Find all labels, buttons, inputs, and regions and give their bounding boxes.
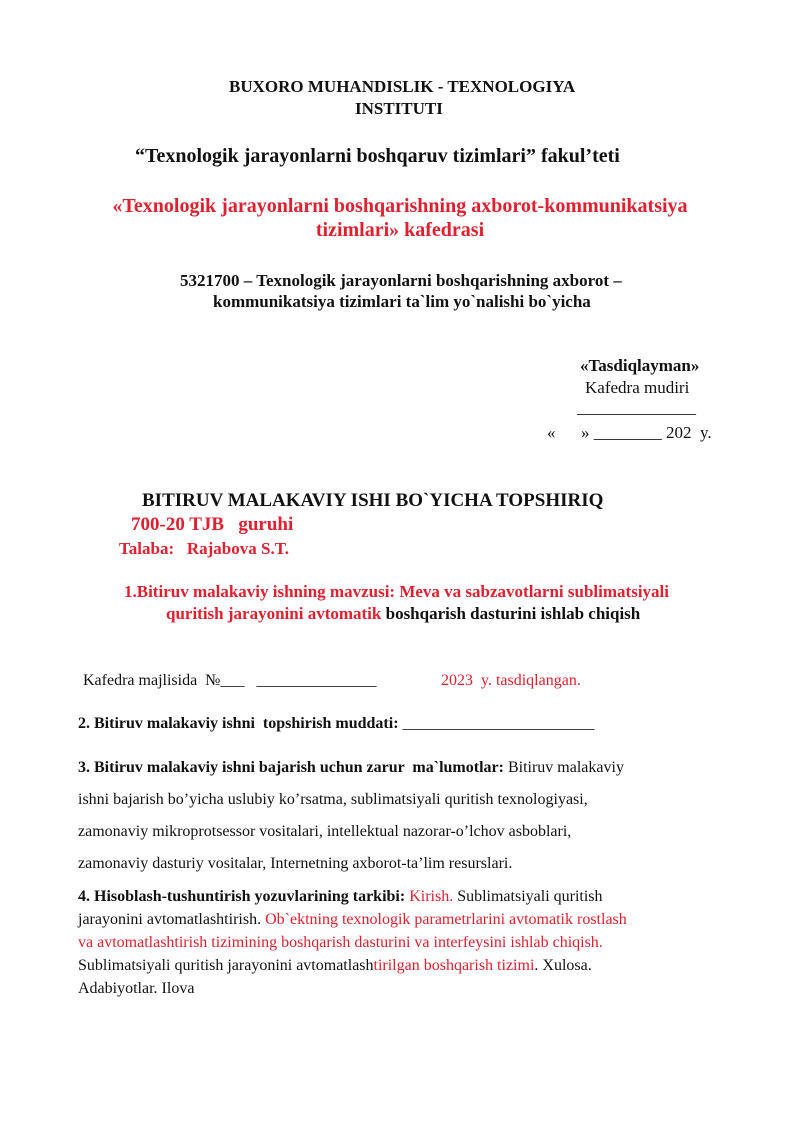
- required-data-line3: zamonaviy mikroprotsessor vositalari, intellektual nazorar-o’lchov asboblari,: [78, 823, 572, 840]
- contents-line1-rest: Sublimatsiyali quritish: [453, 888, 603, 905]
- department-title-line2: tizimlari» kafedrasi: [315, 219, 485, 241]
- contents-kirish: Kirish.: [409, 888, 454, 905]
- signature-line: ______________: [577, 398, 696, 417]
- group-label: 700-20 TJB guruhi: [131, 514, 294, 535]
- specialty-line2: kommunikatsiya tizimlari ta`lim yo`nalishi bo`yicha: [213, 292, 591, 311]
- required-data-text: Bitiruv malakaviy: [507, 759, 624, 776]
- contents-line4-red: tirilgan boshqarish tizimi: [373, 957, 535, 974]
- topic-line2: [166, 604, 640, 624]
- contents-line3: va avtomatlashtirish tizimining boshqarish dasturini va interfeysini ishlab chiqish.: [78, 934, 603, 951]
- required-data-line4: zamonaviy dasturiy vositalar, Internetning axborot-ta’lim resurslari.: [78, 855, 513, 872]
- topic-line2-rest: boshqarish dasturini ishlab chiqish: [381, 604, 641, 623]
- required-data-line1: [78, 759, 624, 777]
- topic-line2-highlight: quritish jarayonini avtomatik: [166, 604, 382, 623]
- institute-name-line1: BUXORO MUHANDISLIK - TEXNOLOGIYA: [229, 77, 576, 96]
- department-title-line1: «Texnologik jarayonlarni boshqarishning axborot-kommunikatsiya: [112, 195, 688, 217]
- required-data-label: 3. Bitiruv malakaviy ishni bajarish uchun zarur ma`lumotlar:: [78, 759, 508, 776]
- faculty-title: “Texnologik jarayonlarni boshqaruv tizimlari” fakul’teti: [135, 145, 620, 167]
- meeting-year: 2023 y. tasdiqlangan.: [441, 672, 581, 689]
- approval-title: «Tasdiqlayman»: [580, 356, 700, 375]
- contents-line4: [78, 957, 592, 975]
- contents-line2-red: Ob`ektning texnologik parametrlarini avtomatik rostlash: [265, 911, 627, 928]
- contents-line2-black: jarayonini avtomatlashtirish.: [78, 911, 266, 928]
- approval-date-line: « » ________ 202 y.: [547, 423, 712, 442]
- contents-line5: Adabiyotlar. Ilova: [78, 980, 195, 997]
- meeting-line: Kafedra majlisida №___ _______________: [83, 672, 377, 689]
- contents-line1: [78, 888, 603, 906]
- institute-name-line2: INSTITUTI: [355, 99, 443, 118]
- approval-role: Kafedra mudiri: [585, 378, 690, 397]
- contents-line4-end: . Xulosa.: [534, 957, 592, 974]
- required-data-line2: ishni bajarish bo’yicha uslubiy ko’rsatma, sublimatsiyali quritish texnologiyasi,: [78, 791, 588, 808]
- student-label: Talaba: Rajabova S.T.: [119, 539, 290, 558]
- deadline-label: 2. Bitiruv malakaviy ishni topshirish muddati:: [78, 715, 403, 732]
- deadline-blank: ________________________: [402, 715, 595, 732]
- specialty-line1: 5321700 – Texnologik jarayonlarni boshqarishning axborot –: [180, 271, 622, 290]
- contents-label: 4. Hisoblash-tushuntirish yozuvlarining tarkibi:: [78, 888, 410, 905]
- contents-line4-black: Sublimatsiyali quritish jarayonini avtomatlash: [78, 957, 374, 974]
- topic-line1: 1.Bitiruv malakaviy ishning mavzusi: Meva va sabzavotlarni sublimatsiyali: [124, 582, 669, 601]
- contents-line2: [78, 911, 627, 929]
- deadline-item: [78, 715, 595, 733]
- assignment-title: BITIRUV MALAKAVIY ISHI BO`YICHA TOPSHIRIQ: [142, 490, 604, 511]
